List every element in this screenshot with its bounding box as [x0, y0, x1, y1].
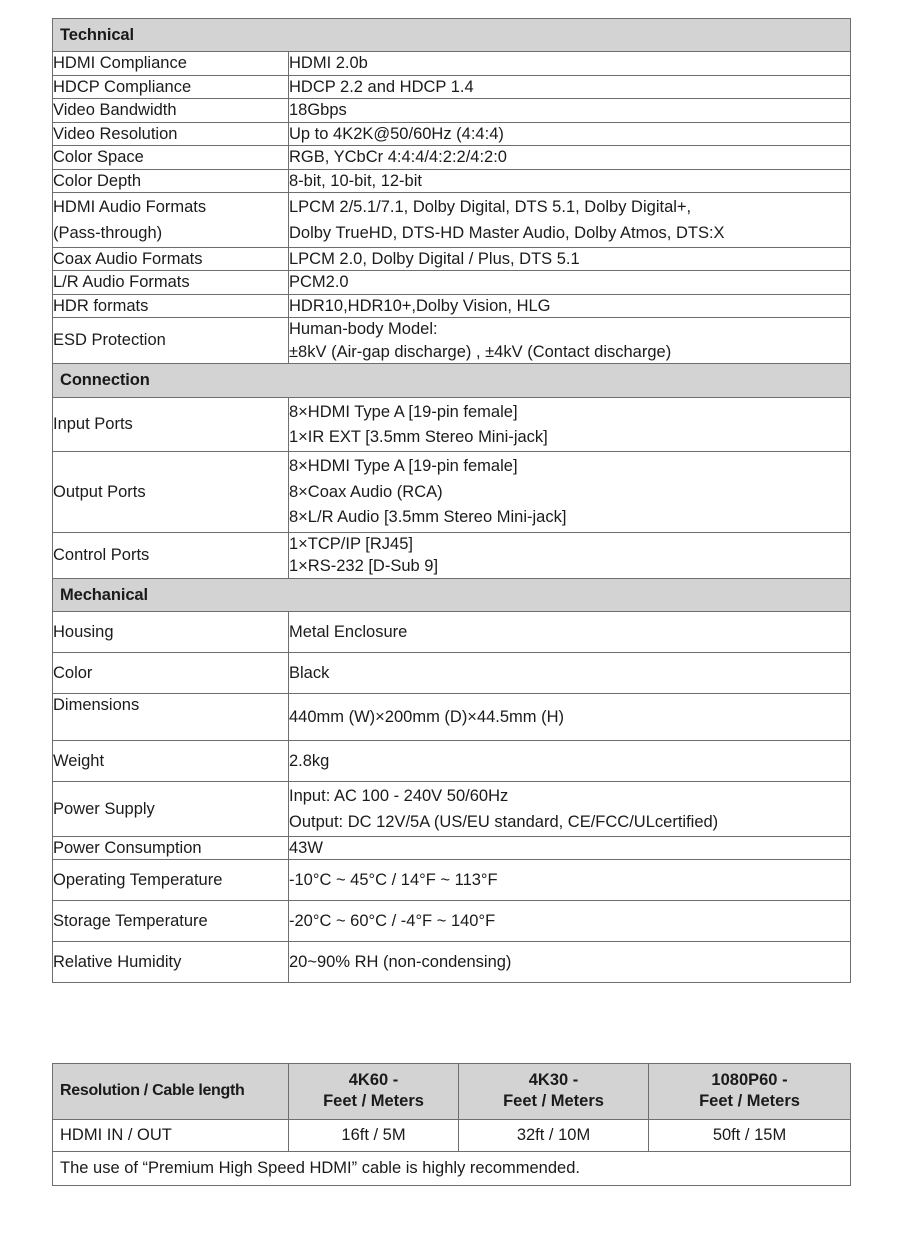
value-line-1: Human-body Model:: [289, 320, 438, 339]
row-value-housing: Metal Enclosure: [289, 612, 851, 653]
value-line-1: Input: AC 100 - 240V 50/60Hz: [289, 787, 509, 806]
row-label-input-ports: Input Ports: [53, 397, 289, 452]
value-line-2: Output: DC 12V/5A (US/EU standard, CE/FCC/ULcertified): [289, 812, 719, 831]
row-label-output-ports: Output Ports: [53, 452, 289, 532]
table-row: [53, 75, 851, 98]
cable-header-resolution: Resolution / Cable length: [53, 1064, 289, 1120]
table-row: [53, 860, 851, 901]
row-label-color: Color: [53, 653, 289, 694]
section-header-technical: [53, 19, 851, 52]
row-value-relative-humidity: 20~90% RH (non-condensing): [289, 942, 851, 983]
header-line-1: 4K30 -: [528, 1071, 579, 1089]
value-line-1: 8×HDMI Type A [19-pin female]: [289, 457, 518, 476]
cable-table-footnote: The use of “Premium High Speed HDMI” cable is highly recommended.: [53, 1151, 851, 1185]
row-label-housing: Housing: [53, 612, 289, 653]
row-label-operating-temperature: Operating Temperature: [53, 860, 289, 901]
label-line-2: (Pass-through): [53, 223, 163, 242]
row-value-hdmi-compliance: HDMI 2.0b: [289, 52, 851, 75]
cable-header-4k30: [459, 1064, 649, 1120]
table-row: [53, 122, 851, 145]
table-row: [53, 169, 851, 192]
value-line-1: LPCM 2/5.1/7.1, Dolby Digital, DTS 5.1, Dolby Digital+,: [289, 198, 692, 217]
value-line-2: Dolby TrueHD, DTS-HD Master Audio, Dolby Atmos, DTS:X: [289, 223, 725, 242]
row-label-hdmi-compliance: HDMI Compliance: [53, 52, 289, 75]
cable-table-header-row: [53, 1064, 851, 1120]
row-label-dimensions: Dimensions: [53, 694, 289, 741]
label-line-1: HDMI Audio Formats: [53, 198, 207, 217]
header-line-2: Feet / Meters: [323, 1092, 424, 1111]
table-row: [53, 782, 851, 837]
table-row: [53, 612, 851, 653]
row-value-coax-audio-formats: LPCM 2.0, Dolby Digital / Plus, DTS 5.1: [289, 247, 851, 270]
table-row: [53, 193, 851, 248]
table-row: [53, 146, 851, 169]
row-label-hdmi-audio-formats: [53, 193, 289, 248]
section-header-connection: [53, 364, 851, 397]
header-line-1: 4K60 -: [348, 1071, 399, 1089]
row-value-hdcp-compliance: HDCP 2.2 and HDCP 1.4: [289, 75, 851, 98]
value-line-2: 1×RS-232 [D-Sub 9]: [289, 557, 439, 576]
cable-length-table: [52, 1063, 851, 1186]
cable-row-value-4k60: 16ft / 5M: [289, 1119, 459, 1151]
row-value-color-depth: 8-bit, 10-bit, 12-bit: [289, 169, 851, 192]
value-line-2: 8×Coax Audio (RCA): [289, 482, 443, 501]
header-line-1: 1080P60 -: [711, 1071, 788, 1089]
row-label-hdcp-compliance: HDCP Compliance: [53, 75, 289, 98]
value-line-1: 1×TCP/IP [RJ45]: [289, 534, 413, 553]
value-line-3: 8×L/R Audio [3.5mm Stereo Mini-jack]: [289, 508, 567, 527]
row-label-weight: Weight: [53, 741, 289, 782]
table-row: [53, 694, 851, 741]
row-label-esd-protection: ESD Protection: [53, 318, 289, 364]
row-value-power-supply: [289, 782, 851, 837]
value-line-2: ±8kV (Air-gap discharge) , ±4kV (Contact discharge): [289, 342, 672, 361]
value-line-1: 8×HDMI Type A [19-pin female]: [289, 402, 518, 421]
table-row: [53, 942, 851, 983]
row-value-input-ports: [289, 397, 851, 452]
table-row: [53, 452, 851, 532]
row-value-output-ports: [289, 452, 851, 532]
row-value-hdmi-audio-formats: [289, 193, 851, 248]
row-label-hdr-formats: HDR formats: [53, 294, 289, 317]
row-value-video-bandwidth: 18Gbps: [289, 99, 851, 122]
row-label-coax-audio-formats: Coax Audio Formats: [53, 247, 289, 270]
table-row: [53, 741, 851, 782]
cable-table-footnote-row: [53, 1151, 851, 1185]
table-row: [53, 247, 851, 270]
section-header-label: Technical: [53, 19, 851, 52]
cable-row-label-hdmi-in-out: HDMI IN / OUT: [53, 1119, 289, 1151]
row-value-hdr-formats: HDR10,HDR10+,Dolby Vision, HLG: [289, 294, 851, 317]
row-label-color-depth: Color Depth: [53, 169, 289, 192]
row-value-lr-audio-formats: PCM2.0: [289, 271, 851, 294]
cable-header-4k60: [289, 1064, 459, 1120]
row-label-power-consumption: Power Consumption: [53, 836, 289, 859]
value-line-2: 1×IR EXT [3.5mm Stereo Mini-jack]: [289, 428, 548, 446]
section-header-label: Connection: [53, 364, 851, 397]
cable-table-row: [53, 1119, 851, 1151]
table-row: [53, 294, 851, 317]
table-row: [53, 836, 851, 859]
row-value-esd-protection: [289, 318, 851, 364]
row-label-relative-humidity: Relative Humidity: [53, 942, 289, 983]
row-label-video-resolution: Video Resolution: [53, 122, 289, 145]
row-value-color-space: RGB, YCbCr 4:4:4/4:2:2/4:2:0: [289, 146, 851, 169]
header-line-2: Feet / Meters: [503, 1092, 604, 1111]
table-row: [53, 397, 851, 452]
row-value-operating-temperature: -10°C ~ 45°C / 14°F ~ 113°F: [289, 860, 851, 901]
row-label-control-ports: Control Ports: [53, 532, 289, 578]
row-label-video-bandwidth: Video Bandwidth: [53, 99, 289, 122]
row-label-lr-audio-formats: L/R Audio Formats: [53, 271, 289, 294]
table-row: [53, 52, 851, 75]
table-row: [53, 653, 851, 694]
row-value-power-consumption: 43W: [289, 836, 851, 859]
cable-header-1080p60: [649, 1064, 851, 1120]
table-row: [53, 318, 851, 364]
row-value-control-ports: [289, 532, 851, 578]
row-label-storage-temperature: Storage Temperature: [53, 901, 289, 942]
row-value-weight: 2.8kg: [289, 741, 851, 782]
table-row: [53, 271, 851, 294]
table-row: [53, 99, 851, 122]
row-value-video-resolution: Up to 4K2K@50/60Hz (4:4:4): [289, 122, 851, 145]
specification-table: [52, 18, 851, 983]
section-header-mechanical: [53, 578, 851, 611]
row-label-color-space: Color Space: [53, 146, 289, 169]
row-value-storage-temperature: -20°C ~ 60°C / -4°F ~ 140°F: [289, 901, 851, 942]
row-label-power-supply: Power Supply: [53, 782, 289, 837]
row-value-color: Black: [289, 653, 851, 694]
row-value-dimensions: 440mm (W)×200mm (D)×44.5mm (H): [289, 694, 851, 741]
cable-row-value-4k30: 32ft / 10M: [459, 1119, 649, 1151]
cable-row-value-1080p60: 50ft / 15M: [649, 1119, 851, 1151]
table-row: [53, 532, 851, 578]
header-line-2: Feet / Meters: [699, 1092, 800, 1111]
section-header-label: Mechanical: [53, 578, 851, 611]
table-row: [53, 901, 851, 942]
